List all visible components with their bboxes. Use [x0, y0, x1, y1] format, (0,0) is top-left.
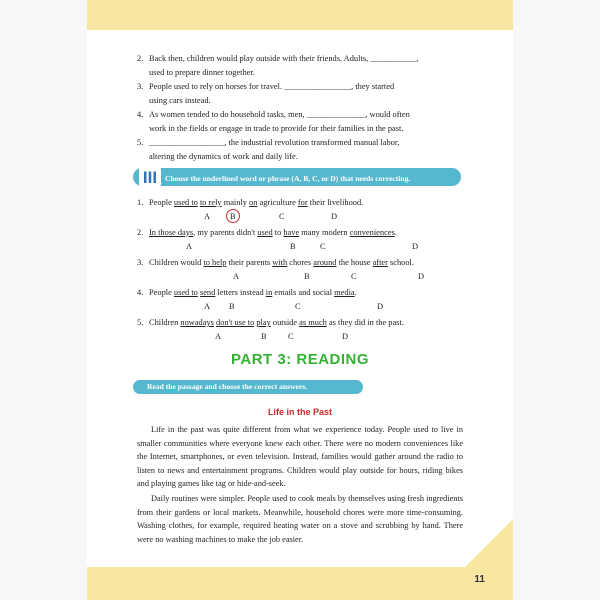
answer-circle [226, 209, 240, 223]
bottom-yellow-band [87, 567, 513, 600]
option-a: A [204, 212, 211, 221]
section-instruction: Choose the underlined word or phrase (A, B, C, or D) that needs correcting. [165, 174, 411, 183]
top-yellow-band [87, 0, 513, 30]
passage-paragraph-2: Daily routines were simpler. People used to cook meals by themselves using fresh ingredients from their gardens or local markets. Meanwhile, household chores were more time-consuming. Washing clothes, for example, required heating water on a stove and scrubbing by hand. There were no washing machines to make the job easier. [137, 494, 463, 544]
exercise-item-3: 3. People used to rely on horses for travel. ________________, they started using cars instead. [137, 82, 395, 105]
reading-instruction: Read the passage and choose the correct answers. [147, 382, 308, 391]
exercise-item-5: 5. __________________, the industrial revolution transformed manual labor, altering the dynamics of work and daily life. [137, 138, 400, 161]
error-item-4: 4. People used to send letters instead in emails and social media. [137, 288, 357, 297]
option-b-circled: B [230, 212, 236, 221]
passage-paragraph-1: Life in the past was quite different from what we experience today. People used to live in smaller communities where everyone knew each other. There were no modern conveniences like the Internet, smartphones, or even television. Instead, families would gather around the radio to listen to news and entertainment programs. Children would play outside for hours, riding bikes and playing games like tag or hide-and-seek. [137, 425, 463, 488]
exercise-item-2: 2. Back then, children would play outside with their friends. Adults, ___________, used to prepare dinner together. [137, 54, 419, 77]
option-d: D [331, 212, 338, 221]
passage-title: Life in the Past [267, 407, 332, 417]
exercise-item-4: 4. As women tended to do household tasks, men, ______________, would often work in the fields or engage in trade to provide for their families in the past. [137, 110, 410, 133]
option-c: C [279, 212, 285, 221]
error-item-1: 1. People used to to rely mainly on agriculture for their livelihood. [137, 198, 364, 207]
error-item-5: 5. Children nowadays don't use to play outside as much as they did in the past. [137, 318, 404, 327]
part-title: PART 3: READING [230, 351, 370, 368]
error-item-2: 2. In those days, my parents didn't used to have many modern conveniences. [137, 228, 397, 237]
corner-decoration [465, 519, 513, 567]
error-item-3: 3. Children would to help their parents with chores around the house after school. [137, 258, 414, 267]
section-number-badge: III [139, 166, 161, 188]
workbook-page: 2. Back then, children would play outside with their friends. Adults, ___________, used to prepare dinner together. 3. People used to rely on horses for travel. ________________, they started using cars instead. 4. As women tended to do household tasks, men, ______________, would often work in the fields or engage in trade to provide for their families in the past. 5. __________________, the industrial revolution transformed manual labor, altering the dynamics of work and daily life. III Choose the underlined word or phrase (A, B, C, or D) that needs correcting. 1. People used to to rely mainly on agriculture for their livelihood. A B C D 2. In those days, my parents didn't used to have many modern conveniences. A B C D 3. Children would to help their parents with chores around the house after school. A B C D 4. People used to send letters instead in emails and social media. A B C D 5. Children nowadays don't use to play outside as much as they did in the past. A B C D PART 3: READING Read the passage and choose the correct answers. Life in the Past Life in the past was quite different from what we experience today. People used to live in smaller communities where everyone knew each other. There were no modern conveniences like the Internet, smartphones, or even television. Instead, families would gather around the radio to listen to news and entertainment programs. Children would play outside for hours, riding bikes and playing games like tag or hide-and-seek. Daily routines were simpler. People used to cook meals by themselves using fresh ingredients from their gardens or local markets. Meanwhile, household chores were more time-consuming. Washing clothes, for example, required heating water on a stove and scrubbing by hand. There were no washing machines to make the job easier. 11 [87, 0, 513, 600]
page-number: 11 [474, 574, 485, 585]
